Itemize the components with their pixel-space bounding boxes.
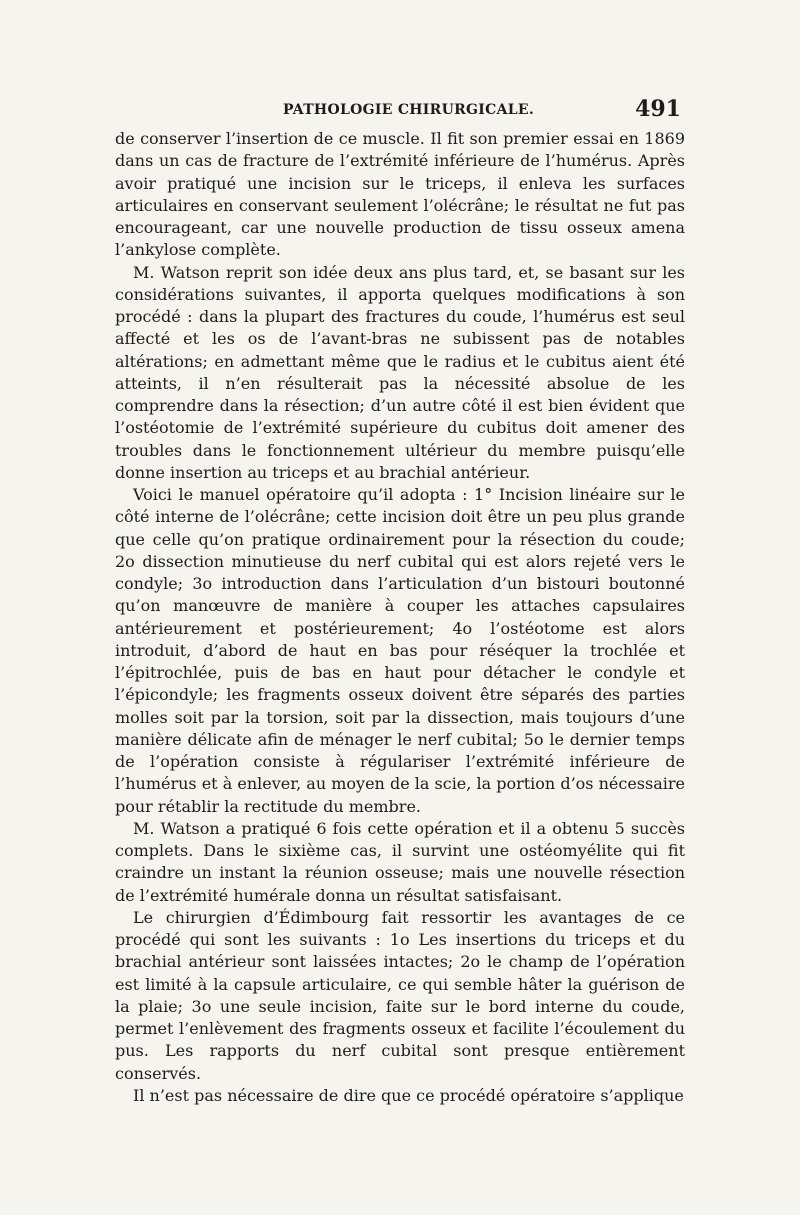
page-header: [115, 96, 681, 126]
body-text: [115, 128, 685, 1107]
paragraph: Voici le manuel opératoire qu’il adopta : 1° Incision linéaire sur le côté interne de l’olécrâne; cette incision doit être un peu plus grande que celle qu’on pratique ordinairement pour la résection du coude; 2o dissection minutieuse du nerf cubital qui est alors rejeté vers le condyle; 3o introduction dans l’articulation d’un bistouri boutonné qu’on manœuvre de manière à couper les attaches capsulaires antérieurement et postérieurement; 4o l’ostéotome est alors introduit, d’abord de haut en bas pour réséquer la trochlée et l’épitrochlée, puis de bas en haut pour détacher le condyle et l’épicondyle; les fragments osseux doivent être séparés des parties molles soit par la torsion, soit par la dissection, mais toujours d’une manière délicate afin de ménager le nerf cubital; 5o le dernier temps de l’opération consiste à régulariser l’extrémité inférieure de l’humérus et à enlever, au moyen de la scie, la portion d’os nécessaire pour rétablir la rectitude du membre.: [115, 485, 685, 816]
paragraph: de conserver l’insertion de ce muscle. Il fit son premier essai en 1869 dans un cas de fracture de l’extrémité inférieure de l’humérus. Après avoir pratiqué une incision sur le triceps, il enleva les surfaces articulaires en conservant seulement l’olécrâne; le résultat ne fut pas encourageant, car une nouvelle production de tissu osseux amena l’ankylose complète.: [115, 129, 685, 260]
paragraph: M. Watson a pratiqué 6 fois cette opération et il a obtenu 5 succès complets. Dans le sixième cas, il survint une ostéomyélite qui fit craindre un instant la réunion osseuse; mais une nouvelle résection de l’extrémité humérale donna un résultat satisfaisant.: [115, 818, 685, 905]
paragraph: Le chirurgien d’Édimbourg fait ressortir les avantages de ce procédé qui sont les suivants : 1o Les insertions du triceps et du brachial antérieur sont laissées intactes; 2o le champ de l’opération est limité à la capsule articulaire, ce qui semble hâter la guérison de la plaie; 3o une seule incision, faite sur le bord interne du coude, permet l’enlèvement des fragments osseux et facilite l’écoulement du pus. Les rapports du nerf cubital sont presque entièrement conservés.: [115, 907, 685, 1083]
paragraph: M. Watson reprit son idée deux ans plus tard, et, se basant sur les considérations suivantes, il apporta quelques modifications à son procédé : dans la plupart des fractures du coude, l’humérus est seul affecté et les os de l’avant-bras ne subissent pas de notables altérations; en admettant même que le radius et le cubitus aient été atteints, il n’en résulterait pas la nécessité absolue de les comprendre dans la résection; d’un autre côté il est bien évident que l’ostéotomie de l’extrémité supérieure du cubitus doit amener des troubles dans le fonctionnement ultérieur du membre puisqu’elle donne insertion au triceps et au brachial antérieur.: [115, 262, 685, 482]
paragraph: Il n’est pas nécessaire de dire que ce procédé opératoire s’applique: [133, 1085, 684, 1105]
running-title: PATHOLOGIE CHIRURGICALE.: [283, 102, 535, 118]
page-number: 491: [635, 96, 681, 122]
